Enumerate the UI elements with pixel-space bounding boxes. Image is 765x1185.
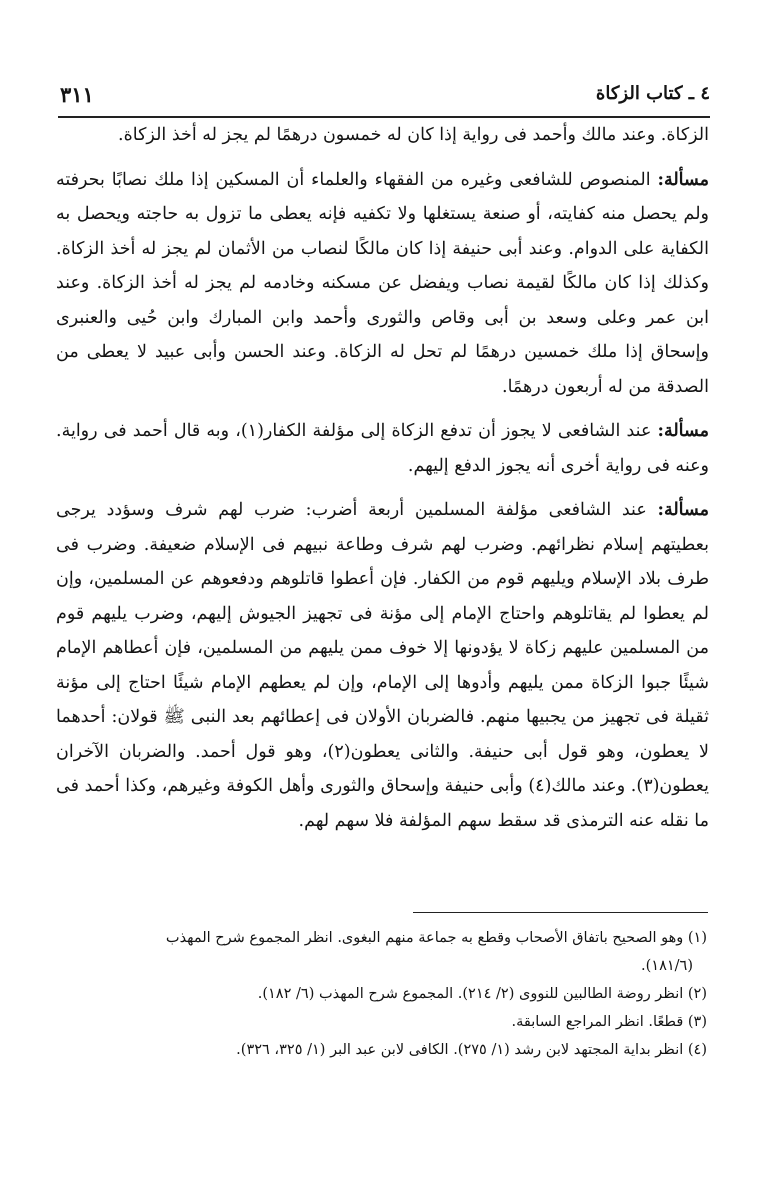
footnotes	[60, 924, 707, 1064]
main-text	[56, 118, 709, 838]
paragraph-masala-2	[56, 414, 709, 483]
footnote-text: (٤) انظر بداية المجتهد لابن رشد (١/ ٢٧٥). الكافى لابن عبد البر (١/ ٣٢٥، ٣٢٦).	[236, 1042, 707, 1058]
footnote-2	[60, 980, 707, 1008]
paragraph-text: المنصوص للشافعى وغيره من الفقهاء والعلماء أن المسكين إذا ملك نصابًا بحرفته ولم يحصل منه كفايته، أو صنعة يستغلها ولا تكفيه فإنه يعطى ما تزول به حاجته ويحصل به الكفاية على الدوام. وعند أبى حنيفة إذا كان مالكًا لنصاب من الأثمان لم يجز له أخذ الزكاة. وكذلك إذا كان مالكًا لقيمة نصاب ويفضل عن مسكنه وخادمه لم يجز له أخذ الزكاة. وعند ابن عمر وعلى وسعد بن أبى وقاص والثورى وأحمد وابن المبارك وابن حُيى والعنبرى وإسحاق إذا ملك خمسين درهمًا لم تحل له الزكاة. وعند الحسن وأبى عبيد لا يعطى من الصدقة من له أربعون درهمًا.	[56, 169, 709, 397]
footnote-4	[60, 1036, 707, 1064]
footnote-1	[60, 924, 707, 952]
chapter-title: ٤ ـ كتاب الزكاة	[595, 83, 710, 104]
paragraph-text: الزكاة. وعند مالك وأحمد فى رواية إذا كان له خمسون درهمًا لم يجز له أخذ الزكاة.	[118, 125, 709, 145]
paragraph-continuation	[56, 118, 709, 153]
masala-label: مسألة:	[657, 500, 709, 520]
paragraph-text: عند الشافعى لا يجوز أن تدفع الزكاة إلى مؤلفة الكفار(١)، وبه قال أحمد فى رواية. وعنه فى رواية أخرى أنه يجوز الدفع إليهم.	[56, 421, 709, 476]
paragraph-masala-1	[56, 163, 709, 405]
paragraph-masala-3	[56, 493, 709, 838]
masala-label: مسألة:	[657, 421, 709, 441]
footnote-text: (١٨١/٦).	[641, 958, 693, 974]
footnote-text: (١) وهو الصحيح باتفاق الأصحاب وقطع به جماعة منهم البغوى. انظر المجموع شرح المهذب	[165, 930, 707, 946]
footnote-text: (٣) قطعًا. انظر المراجع السابقة.	[511, 1014, 707, 1030]
footnote-divider	[413, 912, 708, 913]
footnote-3	[60, 1008, 707, 1036]
masala-label: مسألة:	[657, 169, 709, 190]
paragraph-text: عند الشافعى مؤلفة المسلمين أربعة أضرب: ضرب لهم شرف وسؤدد يرجى بعطيتهم إسلام نظرائهم. وضرب لهم شرف وطاعة نبيهم فى الإسلام ضعيفة. وضرب فى طرف بلاد الإسلام ويليهم قوم من الكفار. فإن أعطوا قاتلوهم ودفعوهم عن المسلمين، وإن لم يعطوا لم يقاتلوهم واحتاج الإمام إلى مؤنة فى تجهيز الجيوش إليهم، وضرب يليهم قوم من المسلمين عليهم زكاة لا يؤدونها إلا خوف ممن يليهم من المسلمين، فإن أعطاهم الإمام شيئًا جبوا الزكاة ممن يليهم وأدوها إلى الإمام، وإن لم يعطهم الإمام شيئًا احتاج إلى مؤنة ثقيلة فى تجهيز من يجبيها منهم. فالضربان الأولان فى إعطائهم بعد النبى ﷺ قولان: أحدهما لا يعطون، وهو قول أبى حنيفة. والثانى يعطون(٢)، وهو قول أحمد. والضربان الآخران يعطون(٣). وعند مالك(٤) وأبى حنيفة وإسحاق والثورى وأهل الكوفة وغيرهم، وكذا أحمد فى ما نقله عنه الترمذى قد سقط سهم المؤلفة فلا سهم لهم.	[56, 500, 709, 831]
footnote-1-continued	[60, 952, 707, 980]
running-header	[58, 80, 710, 118]
footnote-text: (٢) انظر روضة الطالبين للنووى (٢/ ٢١٤). المجموع شرح المهذب (٦/ ١٨٢).	[257, 986, 707, 1002]
page-number: ٣١١	[60, 82, 94, 107]
